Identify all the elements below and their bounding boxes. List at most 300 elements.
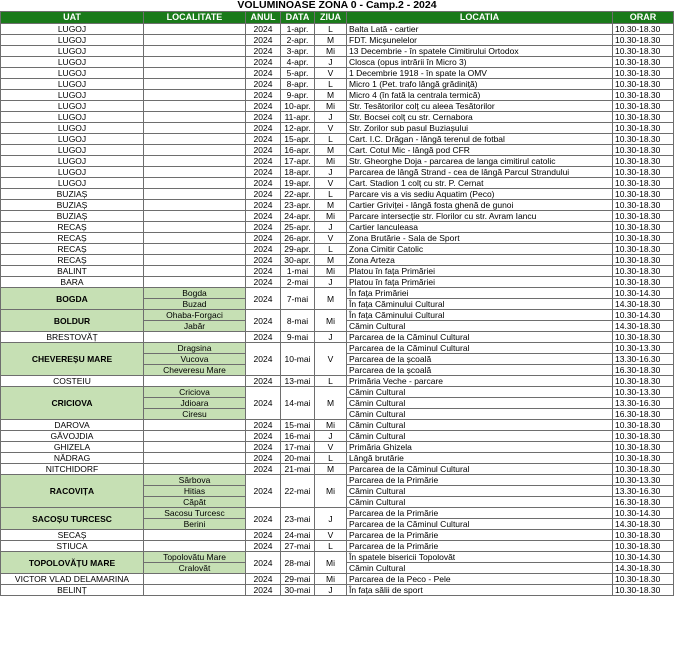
table-row [1, 332, 674, 343]
location-cell: Primăria Veche - parcare [347, 376, 613, 387]
uat-cell: LUGOJ [1, 112, 144, 123]
day-cell: L [315, 134, 347, 145]
location-cell: Parcarea de la școală [347, 354, 613, 365]
date-cell: 8-mai [281, 310, 315, 332]
date-cell: 27-mai [281, 541, 315, 552]
year-cell: 2024 [246, 585, 281, 596]
table-row [1, 277, 674, 288]
table-row [1, 376, 674, 387]
table-row [1, 475, 674, 486]
table-row [1, 35, 674, 46]
hours-cell: 10.30-18.30 [613, 156, 674, 167]
localitate-cell [144, 277, 246, 288]
date-cell: 17-apr. [281, 156, 315, 167]
day-cell: J [315, 508, 347, 530]
location-cell: Primăria Ghizela [347, 442, 613, 453]
hours-cell: 10.30-14.30 [613, 508, 674, 519]
location-cell: Cămin Cultural [347, 398, 613, 409]
localitate-cell: Sacosu Turcesc [144, 508, 246, 519]
date-cell: 22-mai [281, 475, 315, 508]
localitate-cell: Dragsina [144, 343, 246, 354]
year-cell: 2024 [246, 24, 281, 35]
date-cell: 5-apr. [281, 68, 315, 79]
date-cell: 22-apr. [281, 189, 315, 200]
table-row [1, 57, 674, 68]
hours-cell: 10.30-13.30 [613, 475, 674, 486]
date-cell: 4-apr. [281, 57, 315, 68]
localitate-cell [144, 376, 246, 387]
localitate-cell: Hitias [144, 486, 246, 497]
localitate-cell [144, 79, 246, 90]
localitate-cell [144, 35, 246, 46]
year-cell: 2024 [246, 288, 281, 310]
uat-cell: BUZIAȘ [1, 211, 144, 222]
date-cell: 9-apr. [281, 90, 315, 101]
table-row [1, 442, 674, 453]
localitate-cell: Cheveresu Mare [144, 365, 246, 376]
day-cell: J [315, 585, 347, 596]
localitate-cell [144, 420, 246, 431]
date-cell: 14-mai [281, 387, 315, 420]
table-row [1, 211, 674, 222]
date-cell: 30-apr. [281, 255, 315, 266]
table-row [1, 112, 674, 123]
localitate-cell [144, 266, 246, 277]
location-cell: Str. Tesătorilor colț cu aleea Tesătorilor [347, 101, 613, 112]
localitate-cell: Criciova [144, 387, 246, 398]
hours-cell: 10.30-14.30 [613, 310, 674, 321]
location-cell: În fața Căminului Cultural [347, 299, 613, 310]
localitate-cell [144, 200, 246, 211]
hours-cell: 10.30-18.30 [613, 35, 674, 46]
year-cell: 2024 [246, 189, 281, 200]
day-cell: M [315, 387, 347, 420]
date-cell: 15-apr. [281, 134, 315, 145]
year-cell: 2024 [246, 112, 281, 123]
year-cell: 2024 [246, 134, 281, 145]
hours-cell: 10.30-18.30 [613, 574, 674, 585]
date-cell: 1-apr. [281, 24, 315, 35]
table-row [1, 464, 674, 475]
uat-cell: BOGDA [1, 288, 144, 310]
uat-cell: LUGOJ [1, 156, 144, 167]
localitate-cell: Bogda [144, 288, 246, 299]
day-cell: L [315, 541, 347, 552]
table-row [1, 541, 674, 552]
location-cell: Parcarea de la Primărie [347, 530, 613, 541]
hours-cell: 10.30-13.30 [613, 343, 674, 354]
day-cell: M [315, 464, 347, 475]
location-cell: Parcarea de la școală [347, 365, 613, 376]
hours-cell: 13.30-16.30 [613, 354, 674, 365]
schedule-body [1, 24, 674, 596]
hours-cell: 10.30-18.30 [613, 420, 674, 431]
year-cell: 2024 [246, 123, 281, 134]
date-cell: 24-mai [281, 530, 315, 541]
uat-cell: BARA [1, 277, 144, 288]
localitate-cell: Ciresu [144, 409, 246, 420]
hours-cell: 10.30-18.30 [613, 266, 674, 277]
hours-cell: 16.30-18.30 [613, 497, 674, 508]
uat-cell: LUGOJ [1, 178, 144, 189]
location-cell: Parcarea de la Primărie [347, 541, 613, 552]
date-cell: 24-apr. [281, 211, 315, 222]
location-cell: Parcare vis a vis sediu Aquatim (Peco) [347, 189, 613, 200]
day-cell: V [315, 343, 347, 376]
hours-cell: 10.30-18.30 [613, 112, 674, 123]
header-locatia: LOCATIA [347, 12, 613, 24]
uat-cell: RECAȘ [1, 233, 144, 244]
localitate-cell [144, 68, 246, 79]
location-cell: Zona Brutărie - Sala de Sport [347, 233, 613, 244]
day-cell: M [315, 35, 347, 46]
hours-cell: 10.30-18.30 [613, 68, 674, 79]
day-cell: L [315, 453, 347, 464]
table-row [1, 288, 674, 299]
location-cell: Cămin Cultural [347, 497, 613, 508]
date-cell: 21-mai [281, 464, 315, 475]
localitate-cell: Jdioara [144, 398, 246, 409]
date-cell: 2-mai [281, 277, 315, 288]
location-cell: În fața Căminului Cultural [347, 310, 613, 321]
hours-cell: 10.30-14.30 [613, 552, 674, 563]
date-cell: 18-apr. [281, 167, 315, 178]
date-cell: 7-mai [281, 288, 315, 310]
day-cell: Mi [315, 46, 347, 57]
uat-cell: LUGOJ [1, 24, 144, 35]
table-row [1, 530, 674, 541]
localitate-cell [144, 145, 246, 156]
table-row [1, 255, 674, 266]
year-cell: 2024 [246, 101, 281, 112]
location-cell: Parcarea de la Peco - Pele [347, 574, 613, 585]
day-cell: M [315, 90, 347, 101]
localitate-cell: Jabăr [144, 321, 246, 332]
day-cell: L [315, 244, 347, 255]
year-cell: 2024 [246, 156, 281, 167]
day-cell: Mi [315, 101, 347, 112]
location-cell: Cămin Cultural [347, 486, 613, 497]
uat-cell: RACOVIȚA [1, 475, 144, 508]
hours-cell: 10.30-18.30 [613, 222, 674, 233]
localitate-cell [144, 112, 246, 123]
year-cell: 2024 [246, 167, 281, 178]
uat-cell: CHEVEREȘU MARE [1, 343, 144, 376]
header-row [1, 12, 674, 24]
day-cell: V [315, 442, 347, 453]
localitate-cell [144, 101, 246, 112]
localitate-cell: Topolovătu Mare [144, 552, 246, 563]
table-row [1, 200, 674, 211]
hours-cell: 10.30-18.30 [613, 464, 674, 475]
date-cell: 17-mai [281, 442, 315, 453]
uat-cell: LUGOJ [1, 46, 144, 57]
location-cell: Micro 1 (Pet. trafo lângă grădiniță) [347, 79, 613, 90]
localitate-cell [144, 464, 246, 475]
table-row [1, 387, 674, 398]
hours-cell: 10.30-18.30 [613, 145, 674, 156]
table-row [1, 552, 674, 563]
uat-cell: LUGOJ [1, 167, 144, 178]
uat-cell: CRICIOVA [1, 387, 144, 420]
year-cell: 2024 [246, 508, 281, 530]
day-cell: Mi [315, 156, 347, 167]
day-cell: V [315, 233, 347, 244]
location-cell: Closca (opus intrării în Micro 3) [347, 57, 613, 68]
localitate-cell: Vucova [144, 354, 246, 365]
day-cell: J [315, 57, 347, 68]
day-cell: J [315, 167, 347, 178]
date-cell: 11-apr. [281, 112, 315, 123]
table-row [1, 585, 674, 596]
uat-cell: BUZIAȘ [1, 200, 144, 211]
uat-cell: LUGOJ [1, 101, 144, 112]
location-cell: Str. Zorilor sub pasul Buziașului [347, 123, 613, 134]
day-cell: Mi [315, 552, 347, 574]
year-cell: 2024 [246, 211, 281, 222]
table-row [1, 167, 674, 178]
table-row [1, 508, 674, 519]
date-cell: 13-mai [281, 376, 315, 387]
uat-cell: NITCHIDORF [1, 464, 144, 475]
date-cell: 19-apr. [281, 178, 315, 189]
location-cell: Cămin Cultural [347, 409, 613, 420]
location-cell: Parcarea de la Căminul Cultural [347, 332, 613, 343]
hours-cell: 10.30-18.30 [613, 46, 674, 57]
hours-cell: 10.30-18.30 [613, 134, 674, 145]
localitate-cell [144, 431, 246, 442]
localitate-cell: Cralovăt [144, 563, 246, 574]
table-row [1, 420, 674, 431]
location-cell: Str. Gheorghe Doja - parcarea de langa cimitirul catolic [347, 156, 613, 167]
localitate-cell [144, 156, 246, 167]
table-row [1, 156, 674, 167]
hours-cell: 16.30-18.30 [613, 365, 674, 376]
uat-cell: TOPOLOVĂȚU MARE [1, 552, 144, 574]
hours-cell: 10.30-18.30 [613, 277, 674, 288]
day-cell: Mi [315, 266, 347, 277]
date-cell: 28-mai [281, 552, 315, 574]
year-cell: 2024 [246, 475, 281, 508]
location-cell: Cartier Griviței - lângă fosta ghenă de gunoi [347, 200, 613, 211]
localitate-cell [144, 90, 246, 101]
date-cell: 25-apr. [281, 222, 315, 233]
location-cell: Cămin Cultural [347, 431, 613, 442]
date-cell: 10-apr. [281, 101, 315, 112]
year-cell: 2024 [246, 35, 281, 46]
header-anul: ANUL [246, 12, 281, 24]
localitate-cell [144, 123, 246, 134]
localitate-cell [144, 530, 246, 541]
day-cell: M [315, 288, 347, 310]
location-cell: Cartier Ianculeasa [347, 222, 613, 233]
localitate-cell [144, 574, 246, 585]
uat-cell: COSTEIU [1, 376, 144, 387]
date-cell: 23-apr. [281, 200, 315, 211]
hours-cell: 10.30-18.30 [613, 255, 674, 266]
location-cell: 1 Decembrie 1918 - în spate la OMV [347, 68, 613, 79]
day-cell: M [315, 200, 347, 211]
year-cell: 2024 [246, 266, 281, 277]
hours-cell: 10.30-18.30 [613, 431, 674, 442]
day-cell: J [315, 222, 347, 233]
day-cell: Mi [315, 211, 347, 222]
hours-cell: 10.30-18.30 [613, 376, 674, 387]
table-row [1, 233, 674, 244]
day-cell: Mi [315, 420, 347, 431]
location-cell: Platou în fața Primăriei [347, 277, 613, 288]
localitate-cell: Sârbova [144, 475, 246, 486]
uat-cell: SACOȘU TURCESC [1, 508, 144, 530]
day-cell: J [315, 332, 347, 343]
day-cell: J [315, 277, 347, 288]
day-cell: Mi [315, 574, 347, 585]
location-cell: Platou în fața Primăriei [347, 266, 613, 277]
year-cell: 2024 [246, 376, 281, 387]
location-cell: Lângă brutărie [347, 453, 613, 464]
localitate-cell [144, 178, 246, 189]
table-row [1, 101, 674, 112]
year-cell: 2024 [246, 541, 281, 552]
hours-cell: 10.30-18.30 [613, 178, 674, 189]
uat-cell: BRESTOVĂȚ [1, 332, 144, 343]
hours-cell: 10.30-18.30 [613, 453, 674, 464]
location-cell: Cămin Cultural [347, 387, 613, 398]
table-row [1, 90, 674, 101]
year-cell: 2024 [246, 244, 281, 255]
year-cell: 2024 [246, 79, 281, 90]
hours-cell: 13.30-16.30 [613, 486, 674, 497]
hours-cell: 10.30-18.30 [613, 442, 674, 453]
table-row [1, 123, 674, 134]
table-row [1, 453, 674, 464]
day-cell: V [315, 68, 347, 79]
table-row [1, 68, 674, 79]
location-cell: În spatele bisericii Topolovăt [347, 552, 613, 563]
localitate-cell [144, 244, 246, 255]
date-cell: 16-mai [281, 431, 315, 442]
year-cell: 2024 [246, 332, 281, 343]
uat-cell: LUGOJ [1, 68, 144, 79]
hours-cell: 14.30-18.30 [613, 519, 674, 530]
hours-cell: 10.30-18.30 [613, 585, 674, 596]
header-uat: UAT [1, 12, 144, 24]
location-cell: Zona Arteza [347, 255, 613, 266]
day-cell: L [315, 376, 347, 387]
day-cell: M [315, 145, 347, 156]
hours-cell: 10.30-18.30 [613, 332, 674, 343]
location-cell: În fața Primăriei [347, 288, 613, 299]
table-row [1, 145, 674, 156]
localitate-cell [144, 189, 246, 200]
header-orar: ORAR [613, 12, 674, 24]
date-cell: 29-mai [281, 574, 315, 585]
location-cell: În fața sălii de sport [347, 585, 613, 596]
day-cell: Mi [315, 475, 347, 508]
localitate-cell [144, 46, 246, 57]
year-cell: 2024 [246, 420, 281, 431]
day-cell: J [315, 112, 347, 123]
hours-cell: 10.30-18.30 [613, 123, 674, 134]
hours-cell: 10.30-14.30 [613, 288, 674, 299]
year-cell: 2024 [246, 233, 281, 244]
date-cell: 8-apr. [281, 79, 315, 90]
uat-cell: LUGOJ [1, 79, 144, 90]
location-cell: Cart. I.C. Drăgan - lângă terenul de fotbal [347, 134, 613, 145]
location-cell: Micro 4 (în fată la centrala termică) [347, 90, 613, 101]
day-cell: M [315, 255, 347, 266]
table-row [1, 343, 674, 354]
table-row [1, 46, 674, 57]
year-cell: 2024 [246, 68, 281, 79]
table-row [1, 24, 674, 35]
localitate-cell: Berini [144, 519, 246, 530]
localitate-cell [144, 332, 246, 343]
year-cell: 2024 [246, 222, 281, 233]
localitate-cell: Ohaba-Forgaci [144, 310, 246, 321]
year-cell: 2024 [246, 530, 281, 541]
hours-cell: 13.30-16.30 [613, 398, 674, 409]
localitate-cell [144, 233, 246, 244]
uat-cell: BUZIAȘ [1, 189, 144, 200]
hours-cell: 10.30-18.30 [613, 211, 674, 222]
hours-cell: 10.30-18.30 [613, 541, 674, 552]
year-cell: 2024 [246, 574, 281, 585]
uat-cell: GHIZELA [1, 442, 144, 453]
location-cell: Parcarea de la Căminul Cultural [347, 519, 613, 530]
localitate-cell [144, 167, 246, 178]
header-localitate: LOCALITATE [144, 12, 246, 24]
location-cell: Parcarea de la Primărie [347, 475, 613, 486]
day-cell: L [315, 79, 347, 90]
uat-cell: GĂVOJDIA [1, 431, 144, 442]
year-cell: 2024 [246, 46, 281, 57]
table-row [1, 266, 674, 277]
year-cell: 2024 [246, 145, 281, 156]
uat-cell: NĂDRAG [1, 453, 144, 464]
date-cell: 10-mai [281, 343, 315, 376]
location-cell: Zona Cimitir Catolic [347, 244, 613, 255]
hours-cell: 14.30-18.30 [613, 563, 674, 574]
hours-cell: 10.30-18.30 [613, 189, 674, 200]
uat-cell: BOLDUR [1, 310, 144, 332]
uat-cell: LUGOJ [1, 35, 144, 46]
localitate-cell [144, 24, 246, 35]
location-cell: FDT. Micșunelelor [347, 35, 613, 46]
table-row [1, 244, 674, 255]
year-cell: 2024 [246, 255, 281, 266]
date-cell: 9-mai [281, 332, 315, 343]
year-cell: 2024 [246, 57, 281, 68]
year-cell: 2024 [246, 431, 281, 442]
localitate-cell [144, 57, 246, 68]
localitate-cell [144, 222, 246, 233]
uat-cell: BALINT [1, 266, 144, 277]
uat-cell: RECAȘ [1, 244, 144, 255]
location-cell: Str. Bocsei colț cu str. Cernabora [347, 112, 613, 123]
uat-cell: SECAȘ [1, 530, 144, 541]
uat-cell: RECAȘ [1, 255, 144, 266]
uat-cell: LUGOJ [1, 134, 144, 145]
year-cell: 2024 [246, 442, 281, 453]
hours-cell: 10.30-18.30 [613, 79, 674, 90]
uat-cell: DAROVA [1, 420, 144, 431]
hours-cell: 14.30-18.30 [613, 321, 674, 332]
location-cell: Parcarea de lângă Strand - cea de lângă Parcul Strandului [347, 167, 613, 178]
hours-cell: 14.30-18.30 [613, 299, 674, 310]
date-cell: 16-apr. [281, 145, 315, 156]
date-cell: 23-mai [281, 508, 315, 530]
